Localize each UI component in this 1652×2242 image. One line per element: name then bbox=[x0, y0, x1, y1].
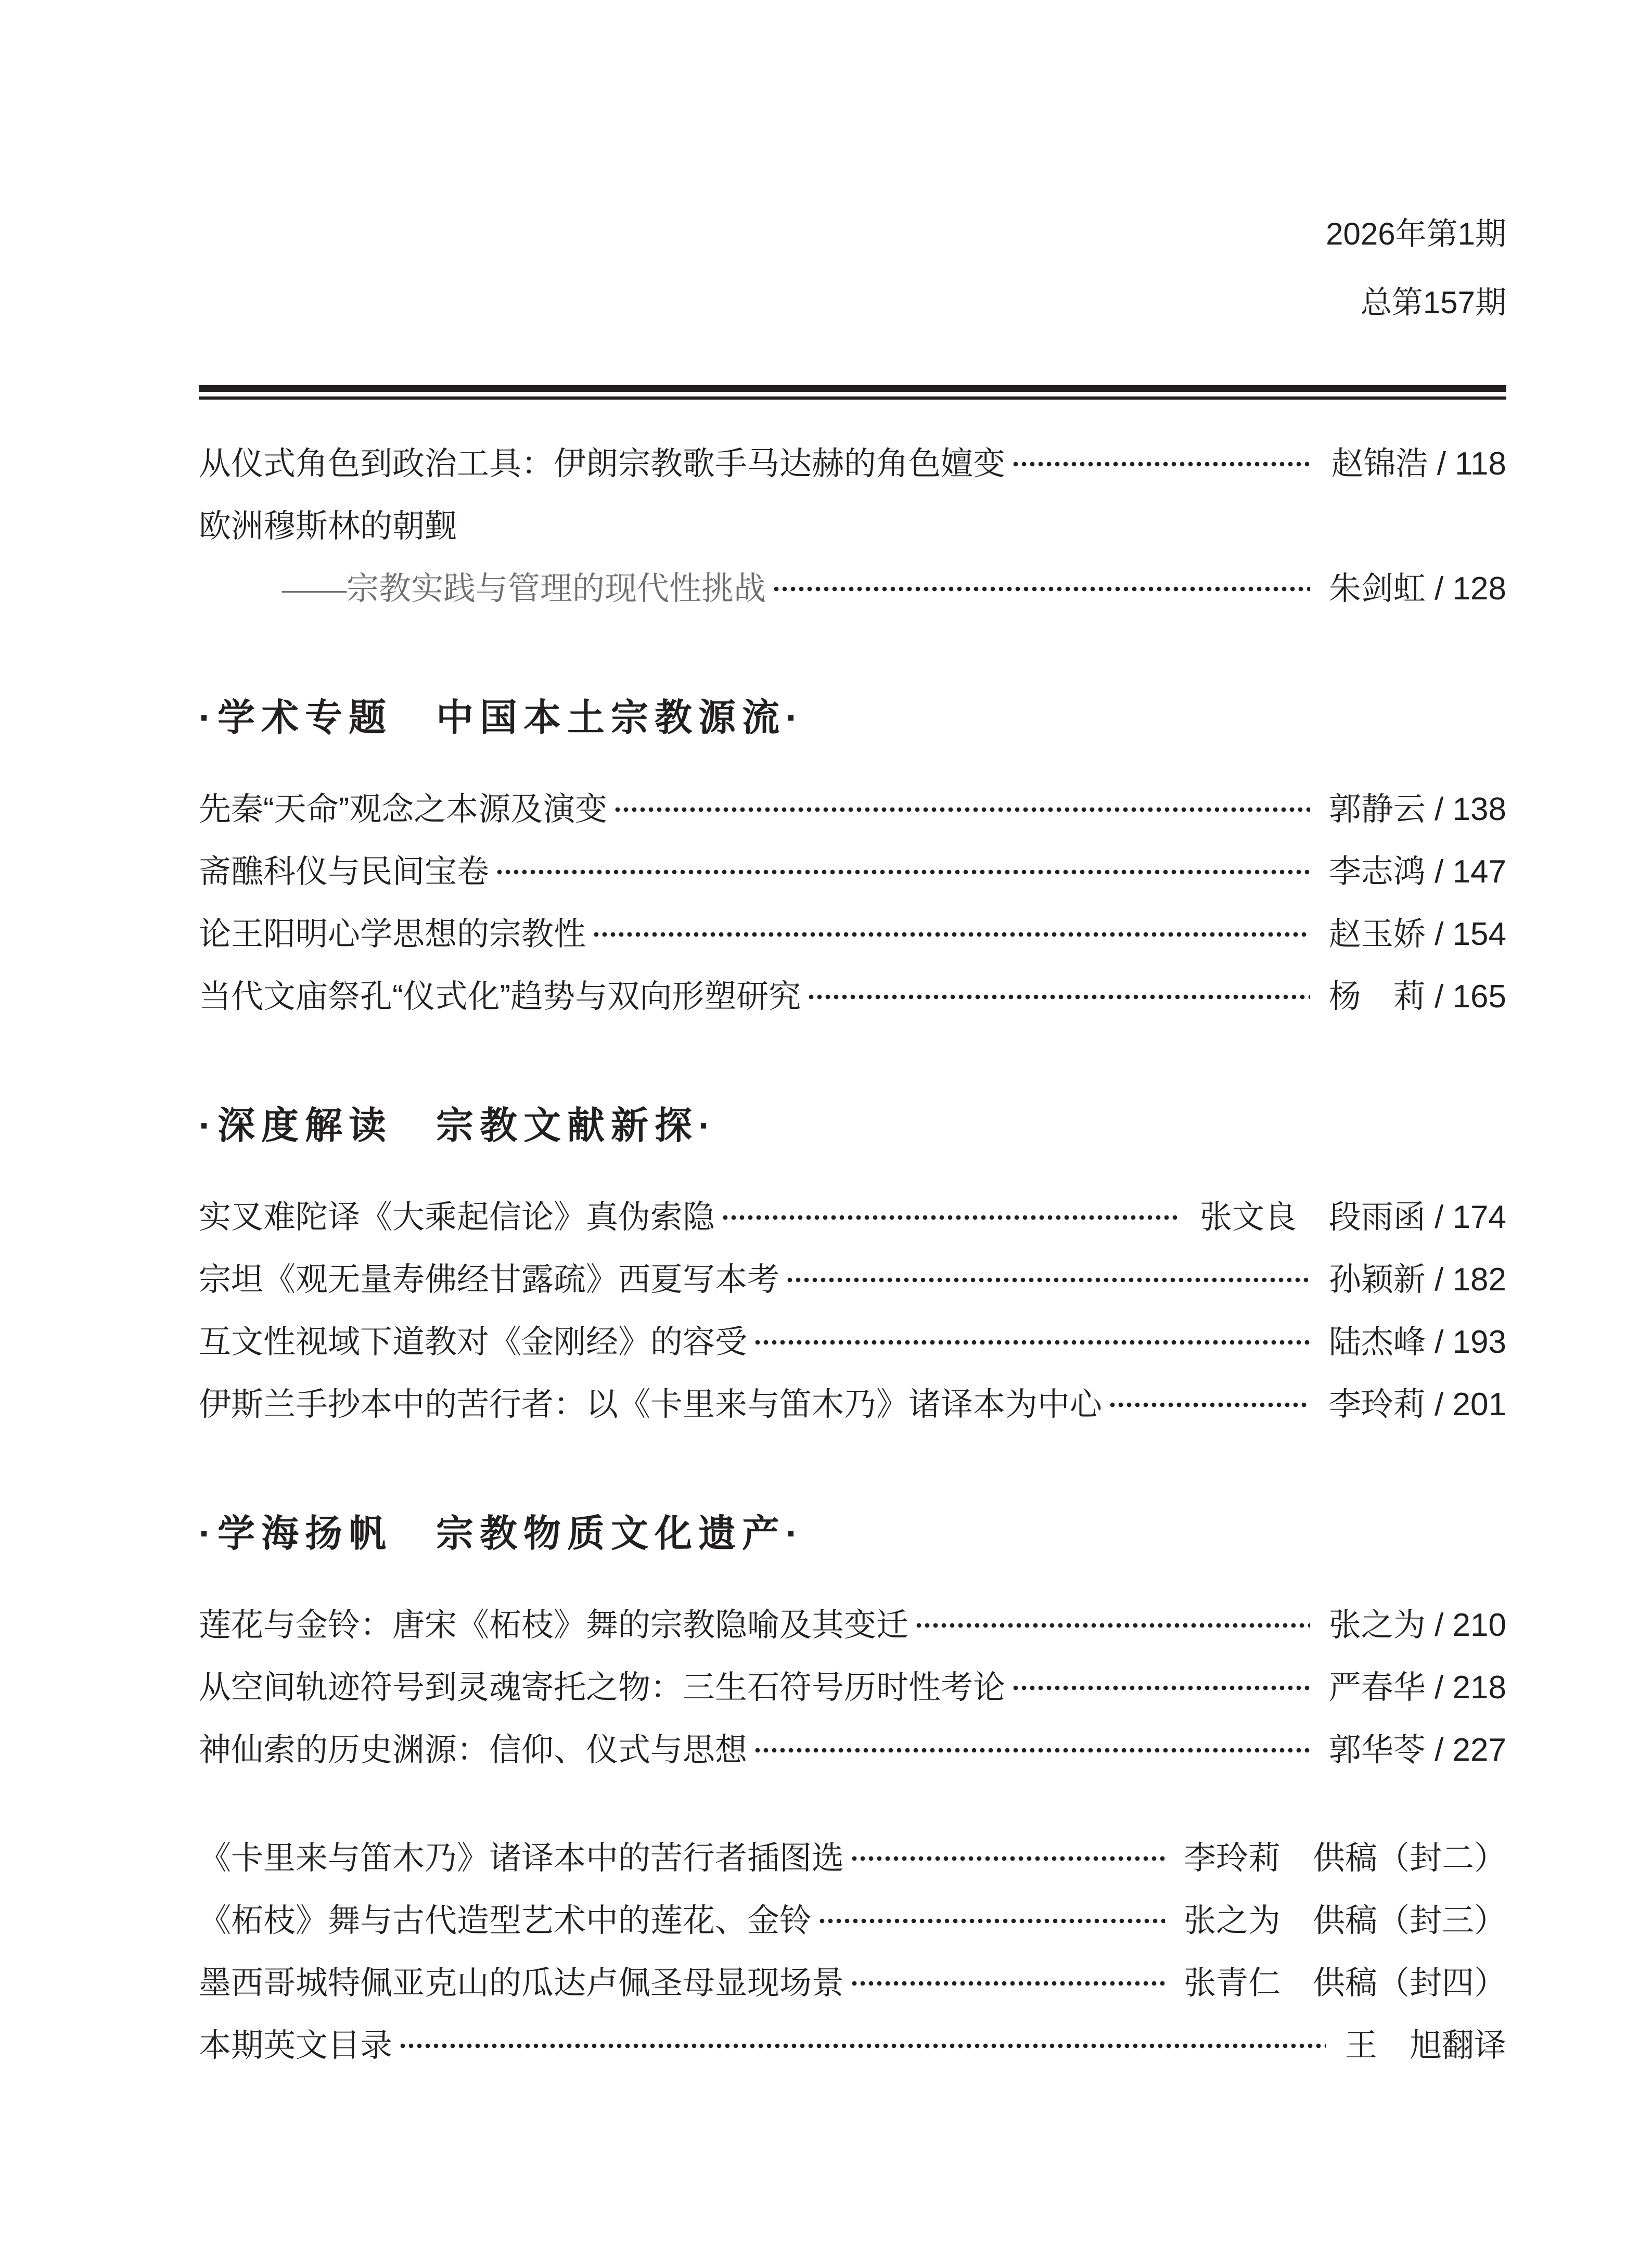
dot-leader bbox=[612, 778, 1310, 841]
toc-entry bbox=[199, 1249, 1506, 1311]
article-title: 当代文庙祭孔“仪式化”趋势与双向形塑研究 bbox=[199, 979, 801, 1015]
author-note: 张青仁 供稿（封四） bbox=[1183, 1965, 1506, 2001]
double-rule bbox=[199, 385, 1506, 400]
article-title: 斋醮科仪与民间宝卷 bbox=[199, 854, 490, 890]
dot-leader bbox=[1107, 1374, 1310, 1436]
cumulative-issue-number: 总第157期 bbox=[1360, 285, 1506, 320]
article-title: 从空间轨迹符号到灵魂寄托之物：三生石符号历时性考论 bbox=[199, 1670, 1006, 1706]
article-title: 本期英文目录 bbox=[199, 2028, 393, 2064]
section-heading: ·学海扬帆 宗教物质文化遗产· bbox=[199, 1513, 804, 1555]
dot-leader bbox=[494, 841, 1310, 903]
dot-leader bbox=[752, 1719, 1310, 1782]
toc-entry bbox=[199, 2015, 1506, 2077]
toc-entry-title-only bbox=[199, 495, 1506, 558]
rule-thin-line bbox=[199, 396, 1506, 400]
toc-entry bbox=[199, 1311, 1506, 1374]
author-page: 李玲莉 / 201 bbox=[1328, 1387, 1506, 1423]
toc-entry bbox=[199, 903, 1506, 966]
author-page: 赵锦浩 / 118 bbox=[1331, 446, 1506, 482]
appendix-block bbox=[199, 1827, 1506, 2077]
toc-entry bbox=[199, 1594, 1506, 1657]
author-page: 杨 莉 / 165 bbox=[1328, 979, 1506, 1015]
toc-entry bbox=[199, 966, 1506, 1028]
article-title: 互文性视域下道教对《金刚经》的容受 bbox=[199, 1324, 748, 1360]
rule-thick-line bbox=[199, 385, 1506, 392]
dot-leader bbox=[752, 1311, 1310, 1374]
toc-entry bbox=[199, 1374, 1506, 1436]
author-note: 张之为 供稿（封三） bbox=[1183, 1903, 1506, 1939]
author-page: 郭静云 / 138 bbox=[1328, 791, 1506, 827]
dot-leader bbox=[771, 558, 1310, 620]
article-title: 神仙索的历史渊源：信仰、仪式与思想 bbox=[199, 1732, 748, 1768]
toc-entry bbox=[199, 433, 1506, 495]
toc-entry bbox=[199, 1827, 1506, 1890]
toc-entry bbox=[199, 1719, 1506, 1782]
dot-leader bbox=[785, 1249, 1310, 1311]
dot-leader bbox=[849, 1827, 1165, 1890]
toc-entry bbox=[199, 1890, 1506, 1952]
author-note: 李玲莉 供稿（封二） bbox=[1183, 1840, 1506, 1876]
article-title: 实叉难陀译《大乘起信论》真伪索隐 bbox=[199, 1199, 715, 1235]
article-title: 《柘枝》舞与古代造型艺术中的莲花、金铃 bbox=[199, 1903, 812, 1939]
section-heading: ·学术专题 中国本土宗教源流· bbox=[199, 697, 804, 739]
article-title: 先秦“天命”观念之本源及演变 bbox=[199, 791, 608, 827]
author-page: 孙颖新 / 182 bbox=[1328, 1262, 1506, 1298]
toc-entry bbox=[199, 1186, 1506, 1249]
dot-leader bbox=[914, 1594, 1310, 1657]
dot-leader bbox=[720, 1186, 1181, 1249]
author-page: 赵玉娇 / 154 bbox=[1328, 916, 1506, 952]
article-title: 墨西哥城特佩亚克山的瓜达卢佩圣母显现场景 bbox=[199, 1965, 844, 2001]
article-title: 欧洲穆斯林的朝觐 bbox=[199, 508, 457, 544]
dot-leader bbox=[398, 2015, 1326, 2077]
article-subtitle: ——宗教实践与管理的现代性挑战 bbox=[282, 571, 766, 607]
author-note: 王 旭翻译 bbox=[1344, 2028, 1506, 2064]
dot-leader bbox=[1010, 433, 1312, 495]
author-page: 李志鸿 / 147 bbox=[1328, 854, 1506, 890]
masthead bbox=[199, 216, 1506, 320]
article-title: 莲花与金铃：唐宋《柘枝》舞的宗教隐喻及其变迁 bbox=[199, 1607, 909, 1643]
article-title: 从仪式角色到政治工具：伊朗宗教歌手马达赫的角色嬗变 bbox=[199, 446, 1006, 482]
toc-entry bbox=[199, 1952, 1506, 2015]
article-title: 伊斯兰手抄本中的苦行者：以《卡里来与笛木乃》诸译本为中心 bbox=[199, 1387, 1103, 1423]
section-heading: ·深度解读 宗教文献新探· bbox=[199, 1105, 717, 1147]
toc-entry bbox=[199, 778, 1506, 841]
issue-number: 2026年第1期 bbox=[1326, 216, 1506, 251]
dot-leader bbox=[1010, 1657, 1310, 1719]
author-page: 严春华 / 218 bbox=[1328, 1670, 1506, 1706]
author-page: 陆杰峰 / 193 bbox=[1328, 1324, 1506, 1360]
toc-entry-subtitle bbox=[199, 558, 1506, 620]
article-title: 《卡里来与笛木乃》诸译本中的苦行者插图选 bbox=[199, 1840, 844, 1876]
dot-leader bbox=[817, 1890, 1165, 1952]
article-title: 宗坦《观无量寿佛经甘露疏》西夏写本考 bbox=[199, 1262, 780, 1298]
author-page: 张之为 / 210 bbox=[1328, 1607, 1506, 1643]
author-page: 张文良 段雨函 / 174 bbox=[1199, 1199, 1506, 1235]
author-page: 郭华苓 / 227 bbox=[1328, 1732, 1506, 1768]
dot-leader bbox=[591, 903, 1310, 966]
author-page: 朱剑虹 / 128 bbox=[1328, 571, 1506, 607]
article-title: 论王阳明心学思想的宗教性 bbox=[199, 916, 586, 952]
toc-entry bbox=[199, 841, 1506, 903]
dot-leader bbox=[806, 966, 1310, 1028]
table-of-contents bbox=[199, 433, 1506, 2077]
dot-leader bbox=[849, 1952, 1165, 2015]
toc-entry bbox=[199, 1657, 1506, 1719]
